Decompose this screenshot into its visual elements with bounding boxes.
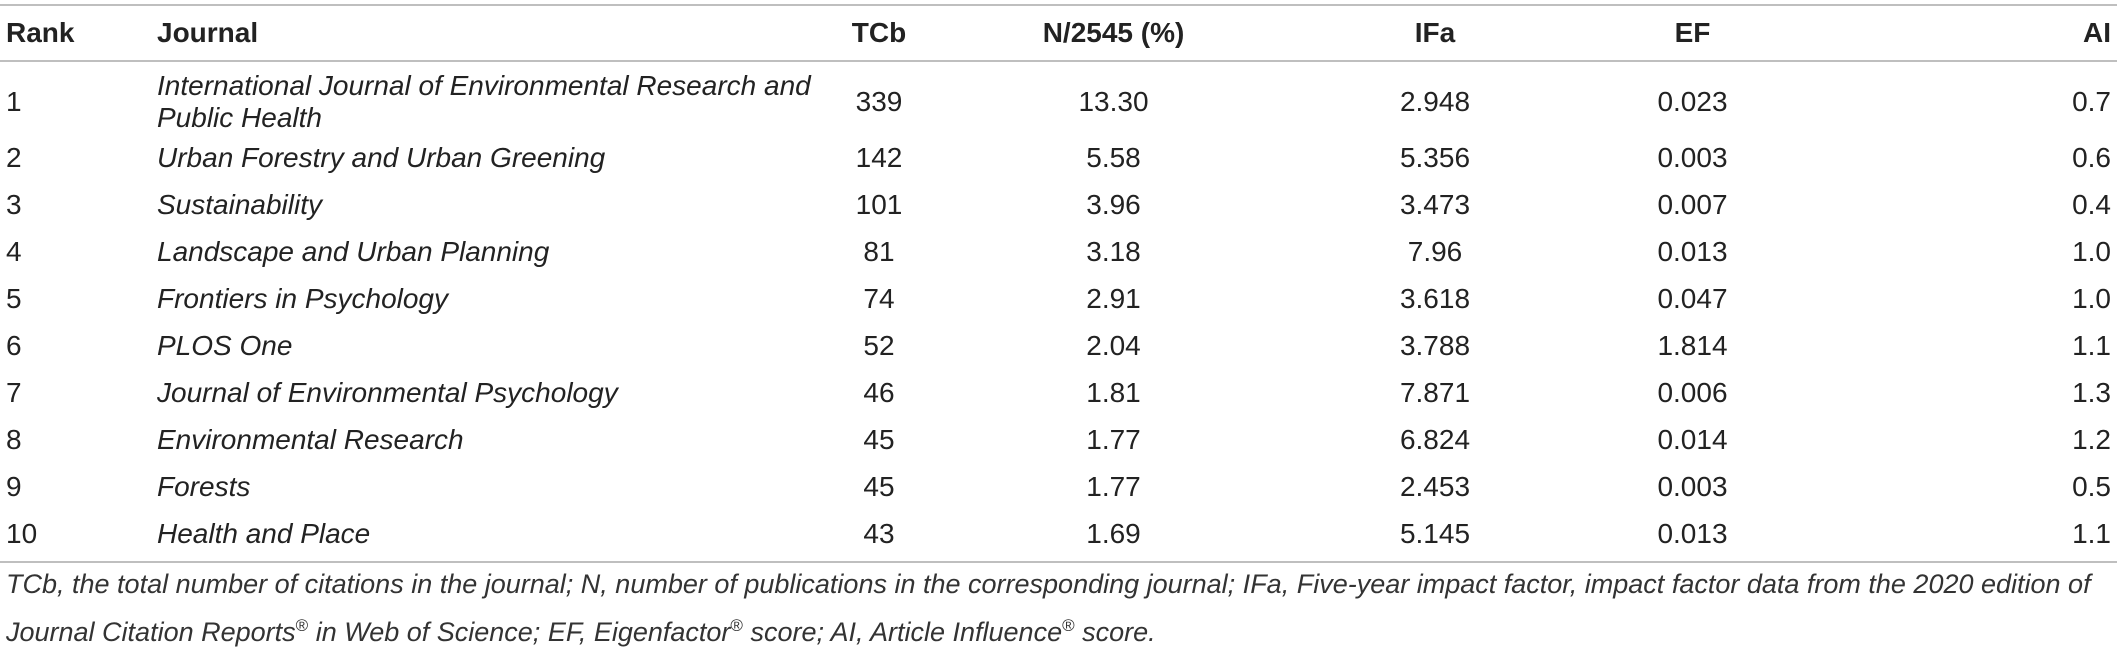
cell-ef: 1.814 bbox=[1657, 329, 1728, 361]
header-tcb: TCb bbox=[851, 17, 907, 48]
cell-ifa: 3.618 bbox=[1399, 282, 1471, 314]
cell-ai: 1.3 bbox=[2072, 376, 2111, 408]
table-row bbox=[0, 61, 2117, 134]
table-row bbox=[0, 416, 2117, 463]
cell-tcb: 339 bbox=[855, 86, 903, 117]
header-rank: Rank bbox=[6, 17, 75, 48]
cell-rank: 1 bbox=[6, 86, 22, 117]
cell-journal: Environmental Research bbox=[157, 423, 464, 455]
cell-ai: 1.0 bbox=[2072, 235, 2111, 267]
cell-tcb: 45 bbox=[863, 423, 895, 455]
cell-ifa: 3.788 bbox=[1399, 329, 1471, 361]
footnote-text-2: in Web of Science; EF, Eigenfactor bbox=[308, 617, 731, 647]
header-ef: EF bbox=[1674, 17, 1711, 48]
journal-ranking-table bbox=[0, 4, 2117, 563]
cell-tcb: 142 bbox=[855, 141, 903, 173]
cell-journal: International Journal of Environmental Research and Public Health bbox=[157, 70, 811, 133]
cell-rank: 10 bbox=[6, 517, 38, 549]
cell-tcb: 43 bbox=[863, 517, 895, 549]
cell-ef: 0.013 bbox=[1657, 517, 1728, 549]
cell-ai: 0.4 bbox=[2072, 188, 2111, 220]
header-ifa: IFa bbox=[1414, 17, 1456, 48]
table-row bbox=[0, 228, 2117, 275]
cell-ifa: 6.824 bbox=[1399, 423, 1471, 455]
cell-journal: PLOS One bbox=[157, 329, 293, 361]
cell-rank: 6 bbox=[6, 329, 22, 361]
cell-rank: 7 bbox=[6, 376, 22, 408]
cell-tcb: 74 bbox=[863, 282, 895, 314]
table-footnote bbox=[6, 563, 2106, 653]
cell-tcb: 81 bbox=[863, 235, 895, 267]
cell-ef: 0.003 bbox=[1657, 141, 1728, 173]
cell-ai: 0.5 bbox=[2072, 470, 2111, 502]
registered-mark: ® bbox=[1062, 616, 1075, 635]
table-row bbox=[0, 463, 2117, 510]
cell-rank: 4 bbox=[6, 235, 22, 267]
registered-mark: ® bbox=[295, 616, 309, 635]
cell-n-percent: 5.58 bbox=[1086, 141, 1141, 173]
cell-rank: 3 bbox=[6, 188, 22, 220]
cell-ef: 0.047 bbox=[1657, 282, 1728, 314]
cell-ef: 0.007 bbox=[1657, 188, 1728, 220]
cell-n-percent: 1.69 bbox=[1086, 517, 1141, 549]
cell-ifa: 5.356 bbox=[1399, 141, 1471, 173]
cell-tcb: 101 bbox=[855, 188, 903, 220]
cell-ai: 1.2 bbox=[2072, 423, 2111, 455]
cell-journal: Health and Place bbox=[157, 517, 371, 549]
table-header-row bbox=[0, 5, 2117, 61]
header-journal: Journal bbox=[157, 17, 259, 48]
header-ai: AI bbox=[2083, 17, 2111, 48]
header-n-percent: N/2545 (%) bbox=[1042, 17, 1185, 48]
cell-journal: Frontiers in Psychology bbox=[157, 282, 449, 314]
cell-ifa: 2.948 bbox=[1399, 86, 1471, 117]
cell-journal: Sustainability bbox=[157, 188, 322, 220]
cell-ef: 0.023 bbox=[1657, 86, 1728, 117]
table-row bbox=[0, 275, 2117, 322]
table-row bbox=[0, 510, 2117, 562]
cell-tcb: 45 bbox=[863, 470, 895, 502]
cell-n-percent: 2.04 bbox=[1086, 329, 1141, 361]
cell-ai: 0.6 bbox=[2072, 141, 2111, 173]
cell-journal: Urban Forestry and Urban Greening bbox=[157, 141, 606, 173]
cell-rank: 9 bbox=[6, 470, 22, 502]
cell-tcb: 46 bbox=[863, 376, 895, 408]
cell-ifa: 7.871 bbox=[1399, 376, 1471, 408]
cell-ai: 1.0 bbox=[2072, 282, 2111, 314]
cell-n-percent: 2.91 bbox=[1086, 282, 1141, 314]
table-row bbox=[0, 181, 2117, 228]
cell-n-percent: 13.30 bbox=[1078, 86, 1149, 117]
cell-rank: 2 bbox=[6, 141, 22, 173]
cell-ai: 1.1 bbox=[2072, 329, 2111, 361]
registered-mark: ® bbox=[730, 616, 743, 635]
cell-n-percent: 1.77 bbox=[1086, 470, 1141, 502]
cell-ifa: 7.96 bbox=[1407, 235, 1463, 267]
cell-n-percent: 3.96 bbox=[1086, 188, 1141, 220]
table-row bbox=[0, 134, 2117, 181]
footnote-text-4: score. bbox=[1074, 617, 1156, 647]
cell-journal: Journal of Environmental Psychology bbox=[157, 376, 618, 408]
cell-ifa: 5.145 bbox=[1399, 517, 1471, 549]
cell-rank: 5 bbox=[6, 282, 22, 314]
cell-n-percent: 3.18 bbox=[1086, 235, 1141, 267]
table-row bbox=[0, 369, 2117, 416]
table-row bbox=[0, 322, 2117, 369]
footnote-text-1: TCb, the total number of citations in the journal; N, number of publications in the corresponding journal; IFa, Five-year impact factor, impact factor data from the 2020 edition of Journal Citation Reports bbox=[6, 569, 2091, 647]
cell-n-percent: 1.81 bbox=[1086, 376, 1141, 408]
cell-ifa: 3.473 bbox=[1399, 188, 1471, 220]
cell-ifa: 2.453 bbox=[1399, 470, 1471, 502]
cell-ef: 0.003 bbox=[1657, 470, 1728, 502]
cell-tcb: 52 bbox=[863, 329, 895, 361]
cell-rank: 8 bbox=[6, 423, 22, 455]
cell-journal: Landscape and Urban Planning bbox=[157, 235, 550, 267]
cell-ai: 1.1 bbox=[2072, 517, 2111, 549]
cell-journal: Forests bbox=[157, 470, 251, 502]
cell-ef: 0.014 bbox=[1657, 423, 1728, 455]
cell-n-percent: 1.77 bbox=[1086, 423, 1141, 455]
footnote-text-3: score; AI, Article Influence bbox=[742, 617, 1063, 647]
cell-ai: 0.7 bbox=[2072, 86, 2111, 117]
cell-ef: 0.006 bbox=[1657, 376, 1728, 408]
cell-ef: 0.013 bbox=[1657, 235, 1728, 267]
